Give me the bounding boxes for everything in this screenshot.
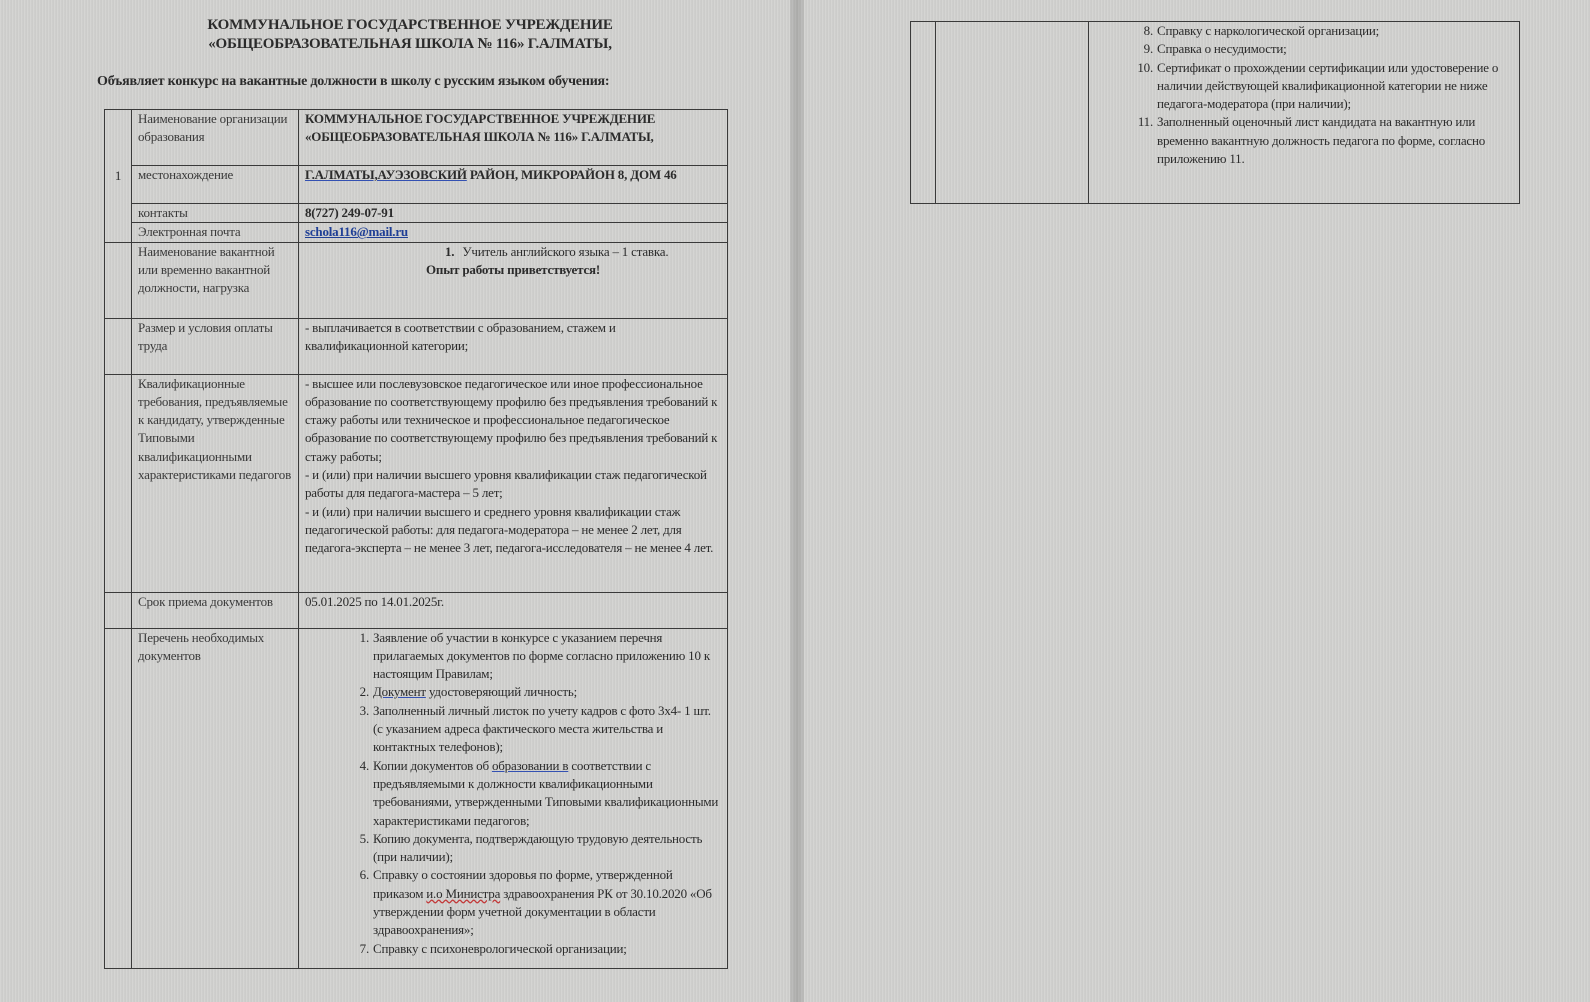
item-text: Заполненный оценочный лист кандидата на вакантную или временно вакантную должность педагога по форме, согласно приложению 11. (1157, 114, 1486, 167)
qualification-line-1: - высшее или послевузовское педагогическое или иное профессиональное образование по соответствующему профилю без предъявления требований к стажу работы или техническое и профессиональное педагогическое образование по соответствующему профилю без предъявления требований к стажу работы; (305, 375, 718, 464)
deadline-value: 05.01.2025 по 14.01.2025г. (299, 592, 728, 628)
table-row-documents-continued (911, 22, 1520, 204)
title-line-1: КОММУНАЛЬНОЕ ГОСУДАРСТВЕННОЕ УЧРЕЖДЕНИЕ (207, 17, 613, 33)
document-title (110, 16, 710, 54)
row-number-empty (105, 242, 132, 318)
item-text: Справку с психоневрологической организации; (373, 940, 627, 956)
document-item-4 (359, 757, 721, 830)
vacancy-item-number: 1. (445, 243, 455, 259)
qualification-label: Квалификационные требования, предъявляемые к кандидату, утвержденные Типовыми квалификационными характеристиками педагогов (132, 374, 299, 592)
document-item-3 (359, 702, 721, 757)
item-number: 11. (1137, 114, 1153, 130)
table-row-vacancy (105, 242, 728, 318)
email-link[interactable]: schola116@mail.ru (305, 224, 408, 240)
vacancy-item (305, 243, 721, 261)
document-item-5 (359, 830, 721, 867)
item-text: Заявление об участии в конкурсе с указанием перечня прилагаемых документов по форме согласно приложению 10 к настоящим Правилам; (373, 629, 710, 682)
row-number: 1 (105, 110, 132, 243)
item-number: 4. (359, 757, 369, 773)
documents-list (305, 629, 721, 958)
row-number-empty (105, 592, 132, 628)
document-item-1 (359, 629, 721, 684)
document-item-8 (1143, 22, 1513, 40)
document-item-6 (359, 866, 721, 939)
qualification-line-3: - и (или) при наличии высшего и среднего уровня квалификации стаж педагогической работы: для педагога-модератора – не менее 2 лет, для педагога-эксперта – не менее 3 лет, педагога-исследователя – не менее 4 лет. (305, 503, 714, 556)
org-name-value: КОММУНАЛЬНОЕ ГОСУДАРСТВЕННОЕ УЧРЕЖДЕНИЕ «ОБЩЕОБРАЗОВАТЕЛЬНАЯ ШКОЛА № 116» Г.АЛМАТЫ, (299, 110, 728, 166)
row-number-empty (105, 374, 132, 592)
item-text: Справка о несудимости; (1157, 41, 1287, 57)
qualification-value (299, 374, 728, 592)
documents-list-continued (1095, 22, 1513, 168)
document-item-7 (359, 940, 721, 958)
document-item-10 (1137, 59, 1513, 114)
documents-label: Перечень необходимых документов (132, 628, 299, 968)
email-cell (299, 223, 728, 242)
documents-value (299, 628, 728, 968)
document-item-2 (359, 683, 721, 701)
deadline-label: Срок приема документов (132, 592, 299, 628)
row-number-empty (105, 318, 132, 374)
item-number: 7. (359, 940, 369, 956)
org-name-label: Наименование организации образования (132, 110, 299, 166)
item-number: 1. (359, 629, 369, 645)
contacts-phone: 8(727) 249-07-91 (299, 204, 728, 223)
item-text: Справку с наркологической организации; (1157, 23, 1379, 38)
document-item-11 (1137, 113, 1513, 168)
qualification-line-2: - и (или) при наличии высшего уровня квалификации стаж педагогической работы для педагога-мастера – 5 лет; (305, 467, 707, 501)
item-number: 9. (1143, 41, 1153, 57)
salary-label: Размер и условия оплаты труда (132, 318, 299, 374)
documents-value-continued (1089, 22, 1520, 204)
item-number: 10. (1137, 59, 1153, 75)
vacancy-item-text: Учитель английского языка – 1 ставка. (462, 243, 669, 259)
document-subtitle: Объявляет конкурс на вакантные должности в школу с русским языком обучения: (97, 74, 610, 89)
table-row-location (105, 166, 728, 204)
item-spellcheck-word: и.о Министра (426, 885, 501, 901)
vacancy-value (299, 242, 728, 318)
vacancy-label: Наименование вакантной или временно вакантной должности, нагрузка (132, 242, 299, 318)
table-row-org-name (105, 110, 728, 166)
item-text: Заполненный личный листок по учету кадров с фото 3х4- 1 шт. (с указанием адреса фактического места жительства и контактных телефонов); (373, 702, 711, 755)
vacancy-table (104, 109, 728, 969)
location-city-district: Г.АЛМАТЫ,АУЭЗОВСКИЙ (305, 167, 467, 182)
item-number: 3. (359, 702, 369, 718)
item-number: 6. (359, 867, 369, 883)
item-underlined-word: Документ (373, 684, 426, 700)
contacts-label: контакты (132, 204, 299, 223)
documents-label-empty (936, 22, 1089, 204)
vacancy-note: Опыт работы приветствуется! (426, 261, 600, 277)
document-item-9 (1143, 40, 1513, 58)
page-1 (0, 0, 790, 1002)
salary-value: - выплачивается в соответствии с образованием, стажем и квалификационной категории; (299, 318, 728, 374)
table-row-email (105, 223, 728, 242)
location-label: местонахождение (132, 166, 299, 204)
table-row-deadline (105, 592, 728, 628)
item-text-before: Копии документов об (373, 757, 492, 773)
table-row-documents (105, 628, 728, 968)
item-text-before: Справку о состоянии здоровья по форме, утвержденной приказом (373, 867, 673, 901)
table-row-salary (105, 318, 728, 374)
location-value (299, 166, 728, 204)
row-number-empty (105, 628, 132, 968)
table-row-qualification (105, 374, 728, 592)
row-number-empty (911, 22, 936, 204)
vacancy-table-continued (910, 21, 1520, 204)
email-label: Электронная почта (132, 223, 299, 242)
item-text: Копию документа, подтверждающую трудовую деятельность (при наличии); (373, 830, 703, 865)
item-text: здравоохранения РК от 30.10.2020 «Об утверждении форм учетной документации в области здравоохранения»; (373, 885, 712, 938)
title-line-2: «ОБЩЕОБРАЗОВАТЕЛЬНАЯ ШКОЛА № 116» Г.АЛМАТЫ, (208, 36, 612, 52)
item-underlined-word: образовании в (491, 757, 569, 773)
item-text: Сертификат о прохождении сертификации или удостоверение о наличии действующей квалификационной категории не ниже педагога-модератора (при наличии); (1157, 59, 1499, 112)
item-number: 8. (1143, 23, 1153, 38)
item-number: 5. (359, 830, 369, 846)
item-text: соответствии с предъявляемыми к должности квалификационными требованиями, утвержденными Типовыми квалификационными характеристиками педагогов; (373, 757, 719, 828)
item-text: удостоверяющий личность; (425, 684, 577, 700)
location-address: РАЙОН, МИКРОРАЙОН 8, ДОМ 46 (466, 167, 677, 182)
table-row-contacts (105, 204, 728, 223)
item-number: 2. (359, 684, 369, 700)
page-gutter (790, 0, 804, 1002)
